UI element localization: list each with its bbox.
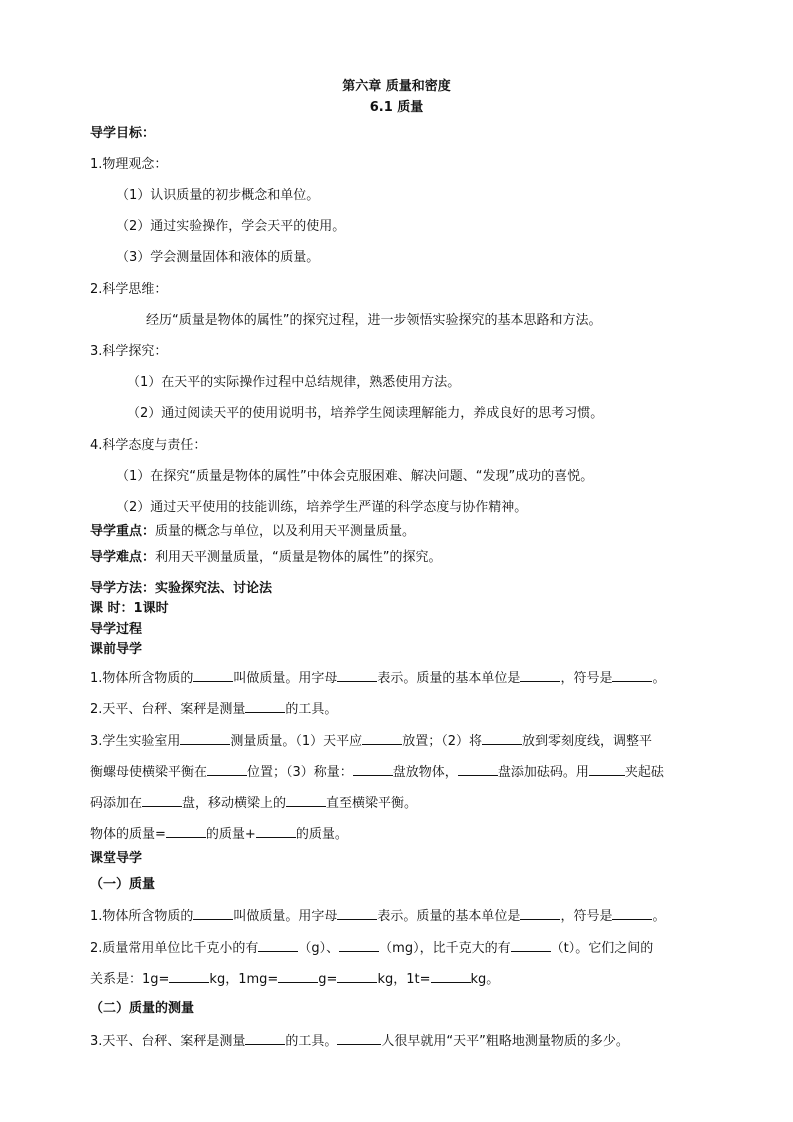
answer-blank[interactable]	[589, 762, 625, 776]
q-text: （t）。它们之间的	[550, 941, 654, 956]
answer-blank[interactable]	[337, 906, 377, 920]
q-text: 直至横梁平衡。	[326, 796, 418, 811]
q-text: kg，1t=	[377, 972, 431, 987]
answer-blank[interactable]	[286, 793, 326, 807]
objective-1-sub-1: （1）认识质量的初步概念和单位。	[116, 188, 320, 203]
in-class-heading: 课堂导学	[90, 851, 143, 866]
methods: 导学方法：实验探究法、讨论法	[90, 581, 273, 596]
objectives-heading: 导学目标：	[90, 126, 156, 141]
in-class-q1	[90, 906, 665, 926]
q-text: 叫做质量。用字母	[233, 909, 338, 924]
q-text: kg。	[470, 972, 500, 987]
answer-blank[interactable]	[339, 938, 379, 952]
objective-4-sub-1: （1）在探究“质量是物体的属性”中体会克服困难、解决问题、“发现”成功的喜悦。	[116, 469, 594, 484]
q-text: 放到零刻度线，调整平	[521, 734, 652, 749]
objective-3-sub-2: （2）通过阅读天平的使用说明书，培养学生阅读理解能力，养成良好的思考习惯。	[127, 406, 604, 421]
class-hours: 课 时：1课时	[90, 601, 169, 616]
answer-blank[interactable]	[278, 969, 318, 983]
difficulties	[90, 549, 442, 567]
objective-3-title: 3.科学探究：	[90, 344, 168, 359]
answer-blank[interactable]	[520, 668, 560, 682]
q-text: 的质量。	[295, 827, 348, 842]
objective-3-sub-1: （1）在天平的实际操作过程中总结规律，熟悉使用方法。	[127, 375, 461, 390]
q-text: 盘放物体，	[392, 765, 458, 780]
answer-blank[interactable]	[337, 668, 377, 682]
pre-class-q3-line1	[90, 731, 652, 751]
q-text: 物体的质量=	[90, 827, 166, 842]
q-text: 关系是：1g=	[90, 972, 170, 987]
answer-blank[interactable]	[166, 824, 206, 838]
q-text: 夹起砝	[624, 765, 664, 780]
objective-1-sub-3: （3）学会测量固体和液体的质量。	[116, 250, 320, 265]
q-text: 衡螺母使横梁平衡在	[90, 765, 208, 780]
q-text: 表示。质量的基本单位是	[377, 671, 521, 686]
answer-blank[interactable]	[245, 699, 285, 713]
answer-blank[interactable]	[482, 731, 522, 745]
q-text: （mg），比千克大的有	[379, 941, 511, 956]
q-text: 叫做质量。用字母	[233, 671, 338, 686]
q-text: 的质量+	[205, 827, 256, 842]
q-text: 测量质量。（1）天平应	[230, 734, 363, 749]
answer-blank[interactable]	[458, 762, 498, 776]
q-text: g=	[318, 972, 338, 987]
difficulties-label: 导学难点：	[90, 550, 156, 565]
answer-blank[interactable]	[337, 1031, 381, 1045]
in-class-q2-line2	[90, 969, 499, 989]
answer-blank[interactable]	[193, 668, 233, 682]
answer-blank[interactable]	[245, 1031, 285, 1045]
q-text: kg，1mg=	[209, 972, 279, 987]
objective-4-sub-2: （2）通过天平使用的技能训练，培养学生严谨的科学态度与协作精神。	[116, 500, 528, 515]
answer-blank[interactable]	[511, 938, 551, 952]
answer-blank[interactable]	[431, 969, 471, 983]
pre-class-q2	[90, 699, 337, 719]
difficulties-text: 利用天平测量质量，“质量是物体的属性”的探究。	[155, 550, 442, 565]
answer-blank[interactable]	[169, 969, 209, 983]
answer-blank[interactable]	[520, 906, 560, 920]
answer-blank[interactable]	[337, 969, 377, 983]
q-text: ，符号是	[560, 671, 613, 686]
objective-4-title: 4.科学态度与责任：	[90, 438, 207, 453]
q-text: 3.学生实验室用	[90, 734, 181, 749]
answer-blank[interactable]	[180, 731, 230, 745]
q-text: 的工具。	[285, 702, 338, 717]
in-class-part2: （二）质量的测量	[90, 1001, 195, 1016]
answer-blank[interactable]	[612, 668, 652, 682]
section-title: 6.1 质量	[369, 100, 424, 115]
in-class-q2-line1	[90, 938, 653, 958]
q-text: 人很早就用“天平”粗略地测量物质的多少。	[381, 1034, 629, 1049]
pre-class-q1	[90, 668, 665, 688]
key-points-label: 导学重点：	[90, 524, 156, 539]
pre-class-q3-line3	[90, 793, 417, 813]
q-text: 2.质量常用单位比千克小的有	[90, 941, 259, 956]
objective-1-sub-2: （2）通过实验操作，学会天平的使用。	[116, 219, 346, 234]
pre-class-q3-line2	[90, 762, 664, 782]
pre-class-heading: 课前导学	[90, 642, 143, 657]
answer-blank[interactable]	[362, 731, 402, 745]
key-points	[90, 523, 415, 541]
q-text: 1.物体所含物质的	[90, 671, 194, 686]
q-text: 。	[652, 671, 666, 686]
q-text: 盘，移动横梁上的	[182, 796, 287, 811]
pre-class-q4	[90, 824, 348, 844]
in-class-q3	[90, 1031, 629, 1051]
objective-1-title: 1.物理观念：	[90, 157, 168, 172]
answer-blank[interactable]	[207, 762, 247, 776]
q-text: 2.天平、台秤、案秤是测量	[90, 702, 246, 717]
objective-2-title: 2.科学思维：	[90, 282, 168, 297]
q-text: 3.天平、台秤、案秤是测量	[90, 1034, 246, 1049]
q-text: 1.物体所含物质的	[90, 909, 194, 924]
answer-blank[interactable]	[142, 793, 182, 807]
q-text: 码添加在	[90, 796, 143, 811]
answer-blank[interactable]	[193, 906, 233, 920]
answer-blank[interactable]	[258, 938, 298, 952]
answer-blank[interactable]	[612, 906, 652, 920]
in-class-part1: （一）质量	[90, 877, 156, 892]
chapter-title: 第六章 质量和密度	[342, 79, 451, 94]
process-heading: 导学过程	[90, 622, 143, 637]
q-text: 表示。质量的基本单位是	[377, 909, 521, 924]
q-text: 位置；（3）称量：	[247, 765, 353, 780]
objective-2-sub-1: 经历“质量是物体的属性”的探究过程，进一步领悟实验探究的基本思路和方法。	[146, 313, 602, 328]
answer-blank[interactable]	[256, 824, 296, 838]
q-text: 。	[652, 909, 666, 924]
q-text: 的工具。	[285, 1034, 338, 1049]
q-text: 盘添加砝码。用	[497, 765, 589, 780]
q-text: （g）、	[298, 941, 340, 956]
q-text: ，符号是	[560, 909, 613, 924]
answer-blank[interactable]	[353, 762, 393, 776]
key-points-text: 质量的概念与单位，以及利用天平测量质量。	[155, 524, 416, 539]
q-text: 放置；（2）将	[402, 734, 482, 749]
